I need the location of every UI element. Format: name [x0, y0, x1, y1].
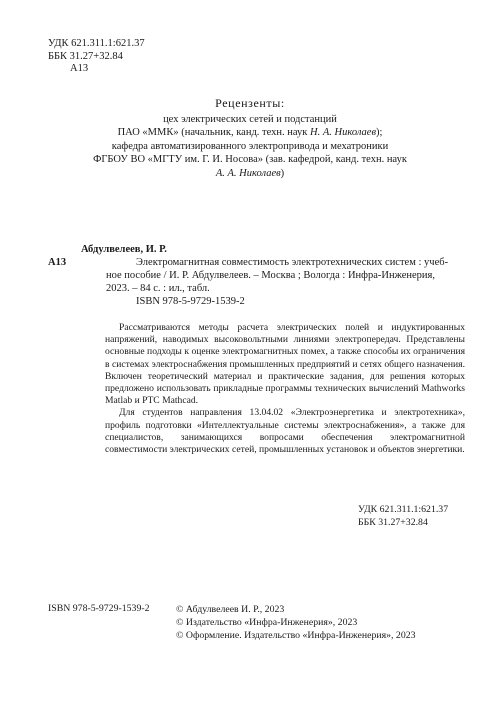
reviewer-name: Н. А. Николаев — [310, 127, 377, 138]
classification-footer — [358, 504, 448, 529]
reviewer-line: кафедра автоматизированного электропривода и мехатроники — [111, 140, 389, 152]
abstract-paragraph: Рассматриваются методы расчета электрических полей и индуктированных напряжений, наводимых высоковольтными линиями электропередач. Представлены основные подходы к оценке электромагнитных помех, а также способы их ограничения в системах электроснабжения промышленных предприятий и сетях общего назначения. Включен теоретический материал и практические задания, для решения которых предложено использовать прикладные программы технических вычислений Mathworks Matlab и PTC Mathcad. — [105, 322, 465, 407]
classification-header — [48, 38, 145, 76]
reviewer-line: цех электрических сетей и подстанций — [163, 113, 337, 125]
bbk-code: ББК 31.27+32.84 — [48, 50, 123, 62]
abstract — [105, 322, 465, 456]
author-sign-code: А13 — [70, 63, 89, 74]
author-sign-code: А13 — [48, 257, 67, 268]
author-name: Абдулвелеев, И. Р. — [81, 244, 167, 255]
bibliographic-record — [48, 243, 468, 308]
reviewer-name: А. А. Николаев — [215, 167, 281, 179]
copyright-line: © Издательство «Инфра-Инженерия», 2023 — [176, 617, 358, 628]
reviewer-line: ПАО «ММК» (начальник, канд. техн. наук Н. А. Николаев); — [117, 127, 383, 138]
bibliographic-description: Электромагнитная совместимость электротехнических систем : учеб- ное пособие / И. Р. Абдулвелеев. – Москва ; Вологда : Инфра-Инженерия, 2023. – 84 с. : ил., табл. ISBN 978-5-9729-1539-2 — [48, 256, 468, 308]
copyright-line: © Оформление. Издательство «Инфра-Инженерия», 2023 — [176, 630, 416, 641]
abstract-paragraph: Для студентов направления 13.04.02 «Электроэнергетика и электротехника», профиль подготовки «Интеллектуальные системы электроснабжения», а также для специалистов, занимающихся вопросами обеспечения электромагнитной совместимости электрических сетей, промышленных установок и объектов энергетики. — [105, 407, 465, 456]
copyright-block — [176, 603, 416, 642]
reviewer-line: ФГБОУ ВО «МГТУ им. Г. И. Носова» (зав. кафедрой, канд. техн. наук — [93, 154, 407, 165]
copyright-line: © Абдулвелеев И. Р., 2023 — [176, 604, 285, 615]
isbn: ISBN 978-5-9729-1539-2 — [48, 603, 150, 614]
udk-code: УДК 621.311.1:621.37 — [48, 38, 145, 49]
reviewer-line: А. А. Николаев) — [215, 167, 285, 179]
reviewers-block — [0, 97, 500, 180]
bbk-code: ББК 31.27+32.84 — [358, 516, 428, 528]
udk-code: УДК 621.311.1:621.37 — [358, 504, 449, 515]
isbn: ISBN 978-5-9729-1539-2 — [136, 296, 245, 307]
reviewers-title: Рецензенты: — [215, 96, 285, 110]
